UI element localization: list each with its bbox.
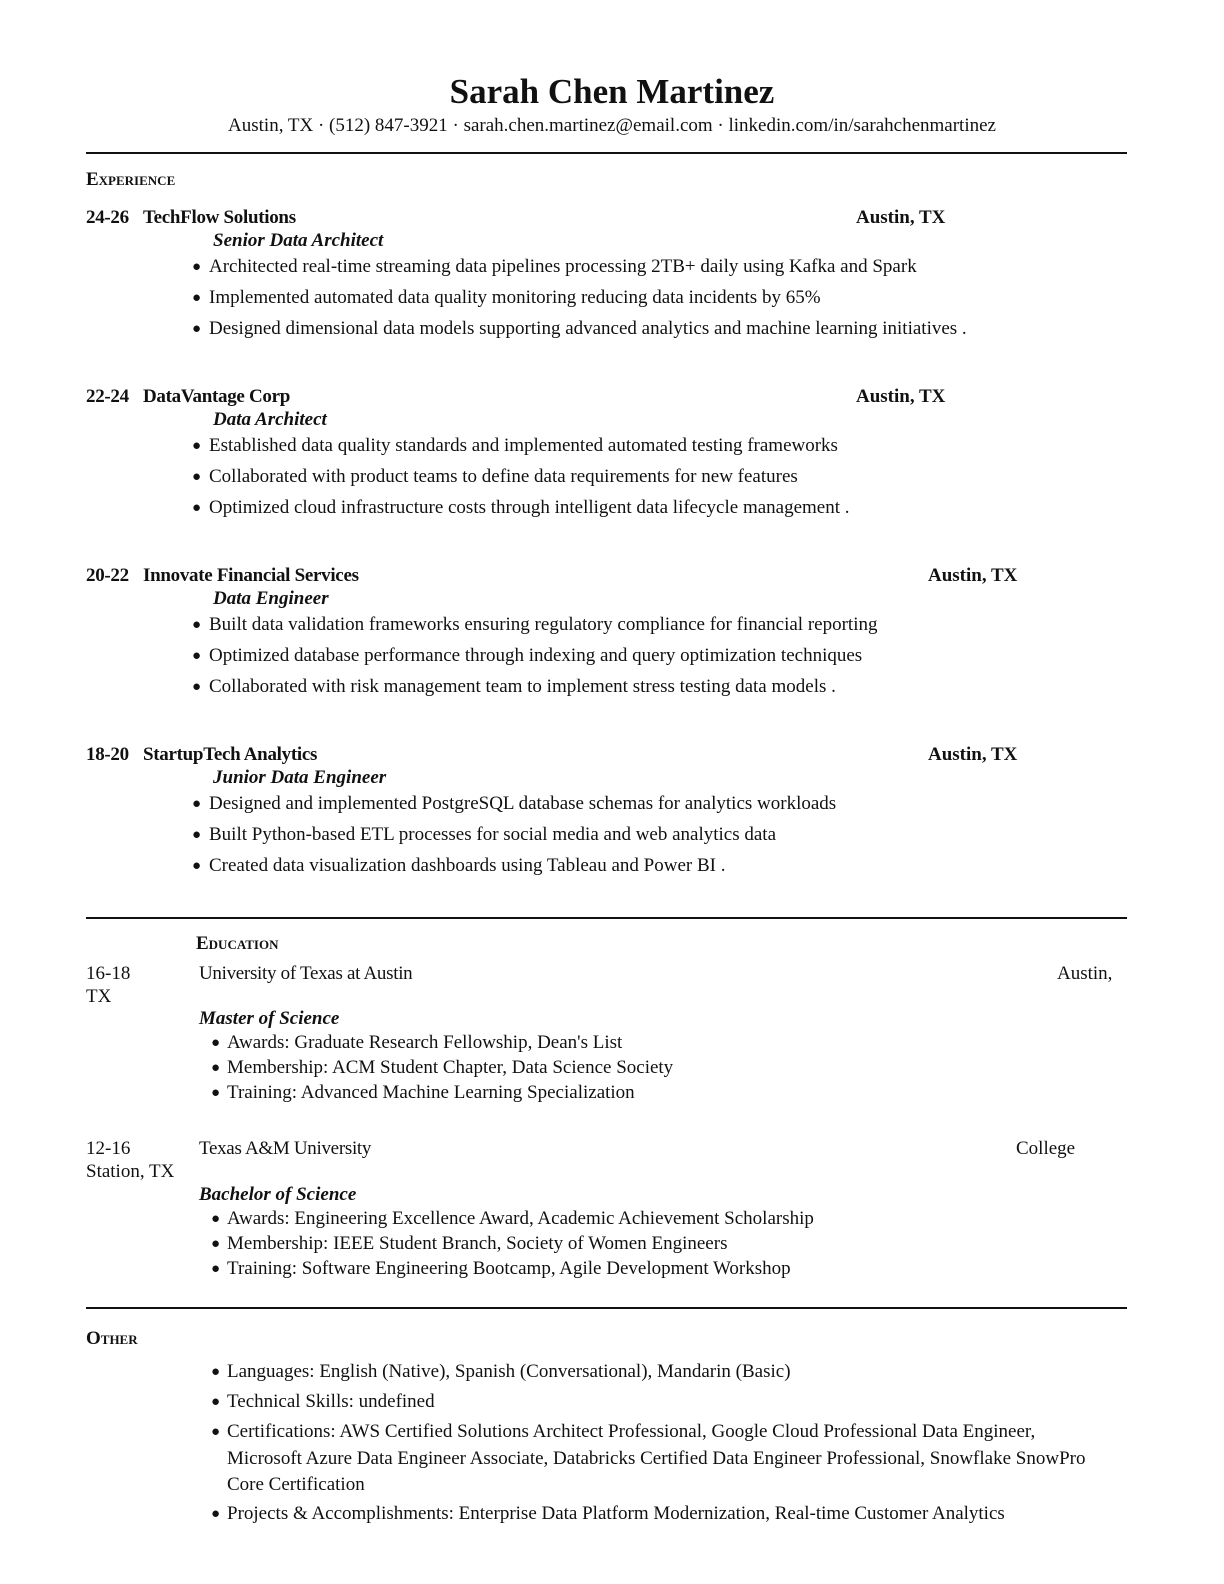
- job-dates: 24-26: [86, 207, 129, 228]
- education-school: Texas A&M University: [199, 1138, 372, 1159]
- job-bullets: [192, 789, 836, 882]
- list-item: ● Optimized database performance through indexing and query optimization techniques: [192, 641, 877, 672]
- list-item: ● Architected real-time streaming data pipelines processing 2TB+ daily using Kafka and Spark: [192, 252, 967, 283]
- job-title: Junior Data Engineer: [213, 767, 387, 788]
- job-dates: 18-20: [86, 744, 129, 765]
- divider: [86, 152, 1127, 154]
- list-item: ● Built Python-based ETL processes for social media and web analytics data: [192, 820, 836, 851]
- job-company: DataVantage Corp: [143, 386, 291, 407]
- education-dates-wrap: TX: [86, 986, 112, 1007]
- job-title: Data Engineer: [213, 588, 329, 609]
- job-company: Innovate Financial Services: [143, 565, 359, 586]
- job-header: [86, 206, 296, 230]
- other-bullets: [211, 1359, 1091, 1531]
- job-bullets: [192, 610, 877, 703]
- education-dates-line: 16-18: [86, 963, 131, 984]
- list-item: ● Awards: Graduate Research Fellowship, Dean's List: [211, 1031, 673, 1056]
- education-heading: Education: [196, 933, 279, 954]
- list-item: ● Training: Software Engineering Bootcamp, Agile Development Workshop: [211, 1257, 814, 1282]
- list-item: ● Projects & Accomplishments: Enterprise Data Platform Modernization, Real-time Customer Analytics: [211, 1501, 1091, 1528]
- education-degree: Master of Science: [199, 1008, 340, 1029]
- list-item: ● Languages: English (Native), Spanish (Conversational), Mandarin (Basic): [211, 1359, 1091, 1386]
- list-item: ● Collaborated with product teams to define data requirements for new features: [192, 462, 850, 493]
- education-dates: [86, 962, 130, 1008]
- list-item: ● Membership: IEEE Student Branch, Society of Women Engineers: [211, 1232, 814, 1257]
- list-item: ● Built data validation frameworks ensuring regulatory compliance for financial reporting: [192, 610, 877, 641]
- education-school: University of Texas at Austin: [199, 963, 413, 984]
- education-bullets: [211, 1207, 814, 1282]
- education-dates-wrap: Station, TX: [86, 1161, 175, 1182]
- job-dates: 20-22: [86, 565, 129, 586]
- job-dates: 22-24: [86, 386, 129, 407]
- education-location: Austin,: [1057, 963, 1113, 984]
- job-bullets: [192, 252, 967, 345]
- list-item: ● Established data quality standards and implemented automated testing frameworks: [192, 431, 850, 462]
- job-location: Austin, TX: [856, 386, 946, 407]
- education-dates: [86, 1137, 174, 1183]
- list-item: ● Created data visualization dashboards using Tableau and Power BI .: [192, 851, 836, 882]
- job-location: Austin, TX: [856, 207, 946, 228]
- job-company: StartupTech Analytics: [143, 744, 318, 765]
- list-item: ● Membership: ACM Student Chapter, Data Science Society: [211, 1056, 673, 1081]
- list-item: ● Training: Advanced Machine Learning Specialization: [211, 1081, 673, 1106]
- job-title: Data Architect: [213, 409, 327, 430]
- divider: [86, 1307, 1127, 1309]
- list-item: ● Optimized cloud infrastructure costs through intelligent data lifecycle management .: [192, 493, 850, 524]
- list-item: ● Certifications: AWS Certified Solutions Architect Professional, Google Cloud Professional Data Engineer, Microsoft Azure Data Engineer Associate, Databricks Certified Data Engineer Professional, Snowflake SnowPro Core Certification: [211, 1419, 1091, 1498]
- job-header: [86, 564, 359, 588]
- candidate-name: Sarah Chen Martinez: [449, 72, 775, 111]
- education-degree: Bachelor of Science: [199, 1184, 357, 1205]
- job-header: [86, 743, 317, 767]
- job-location: Austin, TX: [928, 744, 1018, 765]
- list-item: ● Collaborated with risk management team to implement stress testing data models .: [192, 672, 877, 703]
- list-item: ● Awards: Engineering Excellence Award, Academic Achievement Scholarship: [211, 1207, 814, 1232]
- other-heading: Other: [86, 1328, 138, 1349]
- job-company: TechFlow Solutions: [143, 207, 296, 228]
- experience-heading: Experience: [86, 169, 176, 190]
- job-bullets: [192, 431, 850, 524]
- job-location: Austin, TX: [928, 565, 1018, 586]
- list-item: ● Designed dimensional data models supporting advanced analytics and machine learning initiatives .: [192, 314, 967, 345]
- contact-line: Austin, TX · (512) 847-3921 · sarah.chen.martinez@email.com · linkedin.com/in/sarahchenmartinez: [228, 115, 996, 136]
- job-header: [86, 385, 290, 409]
- list-item: ● Implemented automated data quality monitoring reducing data incidents by 65%: [192, 283, 967, 314]
- list-item: ● Technical Skills: undefined: [211, 1389, 1091, 1416]
- list-item: ● Designed and implemented PostgreSQL database schemas for analytics workloads: [192, 789, 836, 820]
- education-location: College: [1016, 1138, 1076, 1159]
- divider: [86, 917, 1127, 919]
- education-bullets: [211, 1031, 673, 1106]
- job-title: Senior Data Architect: [213, 230, 384, 251]
- education-dates-line: 12-16: [86, 1138, 131, 1159]
